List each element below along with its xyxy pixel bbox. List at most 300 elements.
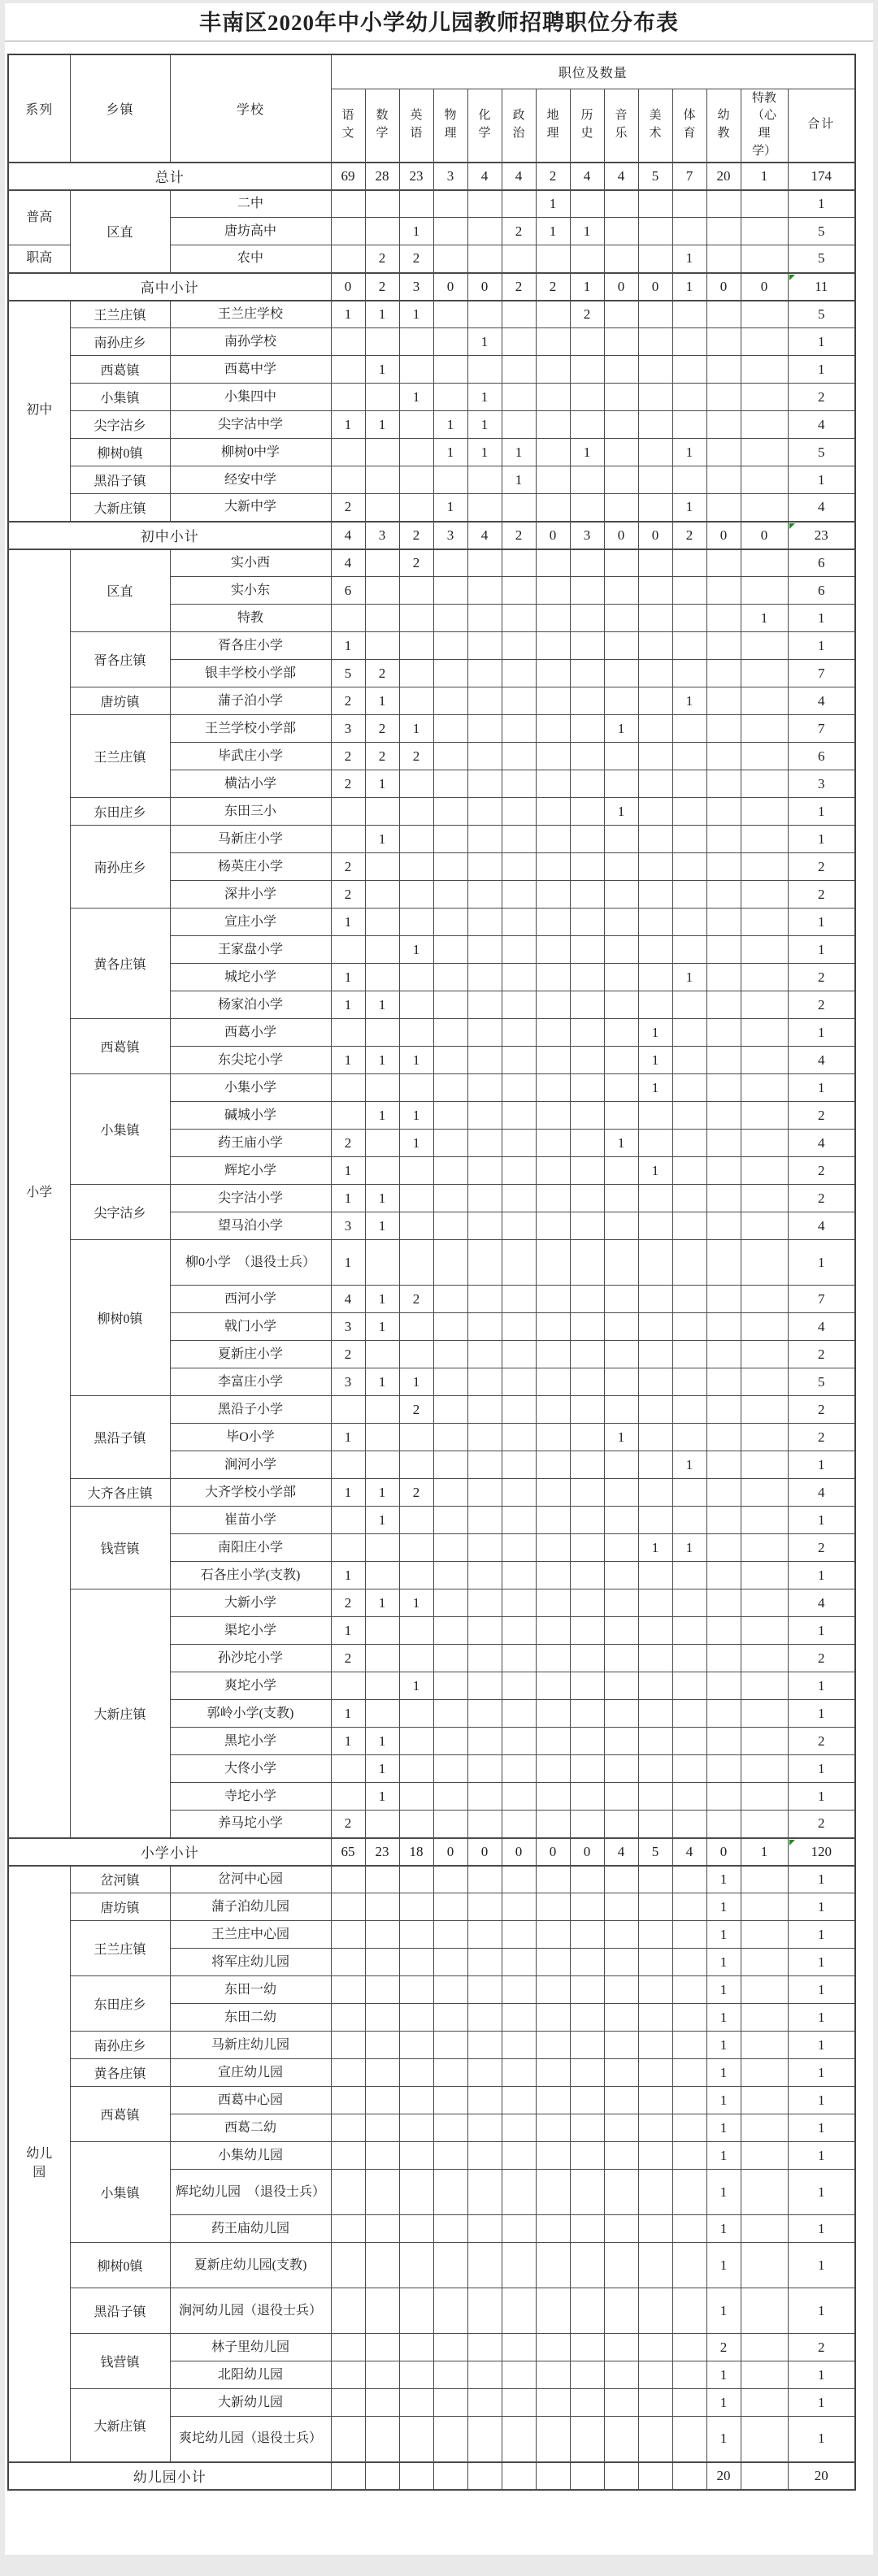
subject-count-cell bbox=[331, 1451, 365, 1479]
subject-count-cell bbox=[570, 687, 604, 715]
town-cell: 黑沿子镇 bbox=[70, 2288, 170, 2334]
subject-count-cell bbox=[604, 466, 638, 494]
subject-count-cell bbox=[331, 1019, 365, 1047]
row-total-cell: 1 bbox=[788, 936, 855, 964]
subject-count-cell bbox=[706, 1672, 741, 1700]
subject-count-cell bbox=[604, 1185, 638, 1212]
subject-count-cell bbox=[502, 798, 536, 826]
subject-count-cell bbox=[706, 1728, 741, 1755]
subject-count-cell bbox=[706, 1617, 741, 1645]
subject-count-cell bbox=[604, 1700, 638, 1728]
subject-count-cell bbox=[570, 826, 604, 853]
subject-count-cell bbox=[399, 2059, 433, 2087]
table-row bbox=[8, 2389, 855, 2417]
col-header-subject: 英语 bbox=[399, 89, 433, 163]
subject-count-cell bbox=[331, 2004, 365, 2032]
subject-count-cell bbox=[502, 1783, 536, 1811]
subject-count-cell bbox=[536, 1589, 570, 1617]
subject-count-cell bbox=[399, 1562, 433, 1589]
subject-count-cell: 1 bbox=[536, 190, 570, 218]
subject-count-cell bbox=[365, 2170, 399, 2215]
row-total-cell: 174 bbox=[788, 163, 855, 190]
subject-count-cell: 2 bbox=[331, 1645, 365, 1672]
subject-count-cell bbox=[467, 1212, 502, 1240]
subject-count-cell bbox=[604, 2462, 638, 2490]
subject-count-cell bbox=[706, 1074, 741, 1102]
subject-count-cell bbox=[706, 1240, 741, 1286]
subject-count-cell: 65 bbox=[331, 1838, 365, 1866]
subject-count-cell bbox=[570, 1286, 604, 1313]
subject-count-cell bbox=[467, 549, 502, 577]
subject-count-cell: 1 bbox=[502, 439, 536, 466]
subject-count-cell bbox=[672, 1341, 706, 1368]
subject-count-cell bbox=[365, 1645, 399, 1672]
subject-count-cell bbox=[706, 1811, 741, 1838]
row-total-cell: 1 bbox=[788, 190, 855, 218]
subject-count-cell bbox=[741, 2032, 788, 2059]
subject-count-cell bbox=[433, 1368, 467, 1396]
subject-count-cell bbox=[604, 356, 638, 384]
subject-count-cell bbox=[467, 770, 502, 798]
school-cell: 郭岭小学(支教) bbox=[170, 1700, 331, 1728]
subject-count-cell bbox=[672, 2417, 706, 2462]
row-total-cell: 2 bbox=[788, 1157, 855, 1185]
school-cell: 柳0小学 （退役士兵） bbox=[170, 1240, 331, 1286]
school-cell: 蒲子泊幼儿园 bbox=[170, 1893, 331, 1921]
subject-count-cell bbox=[365, 1976, 399, 2004]
subject-count-cell bbox=[638, 1368, 672, 1396]
row-total-cell: 5 bbox=[788, 301, 855, 328]
subject-count-cell bbox=[672, 1157, 706, 1185]
subject-count-cell: 0 bbox=[638, 273, 672, 301]
subject-count-cell bbox=[365, 2361, 399, 2389]
subject-count-cell bbox=[741, 411, 788, 439]
subject-count-cell bbox=[638, 853, 672, 881]
subject-count-cell bbox=[365, 1949, 399, 1976]
subject-count-cell bbox=[672, 1755, 706, 1783]
subject-count-cell bbox=[604, 1047, 638, 1074]
subject-count-cell: 1 bbox=[604, 1130, 638, 1157]
subject-count-cell: 2 bbox=[502, 273, 536, 301]
subject-count-cell bbox=[570, 384, 604, 411]
subject-count-cell bbox=[706, 1645, 741, 1672]
subject-count-cell bbox=[638, 190, 672, 218]
subject-count-cell bbox=[365, 1893, 399, 1921]
subject-count-cell: 2 bbox=[536, 163, 570, 190]
subject-count-cell bbox=[433, 549, 467, 577]
town-cell: 王兰庄镇 bbox=[70, 1921, 170, 1976]
subject-count-cell bbox=[502, 384, 536, 411]
subject-count-cell bbox=[502, 2417, 536, 2462]
subject-count-cell bbox=[672, 1102, 706, 1130]
town-cell: 黄各庄镇 bbox=[70, 2059, 170, 2087]
subject-count-cell bbox=[706, 632, 741, 660]
subject-count-cell bbox=[741, 2142, 788, 2170]
subject-count-cell bbox=[331, 2389, 365, 2417]
subject-count-cell bbox=[536, 881, 570, 909]
subject-count-cell bbox=[502, 1313, 536, 1341]
subject-count-cell bbox=[604, 909, 638, 936]
school-cell: 实小东 bbox=[170, 577, 331, 605]
subject-count-cell: 2 bbox=[331, 494, 365, 522]
subject-count-cell bbox=[536, 936, 570, 964]
subject-count-cell: 1 bbox=[365, 1755, 399, 1783]
subject-count-cell bbox=[502, 715, 536, 743]
subject-count-cell bbox=[467, 1921, 502, 1949]
subject-count-cell bbox=[672, 1396, 706, 1424]
row-total-cell: 5 bbox=[788, 439, 855, 466]
subject-count-cell bbox=[741, 301, 788, 328]
subject-count-cell bbox=[570, 411, 604, 439]
row-total-cell: 1 bbox=[788, 1672, 855, 1700]
row-total-cell: 1 bbox=[788, 1866, 855, 1893]
subject-count-cell bbox=[570, 1728, 604, 1755]
subject-count-cell bbox=[706, 936, 741, 964]
subject-count-cell bbox=[467, 577, 502, 605]
subject-count-cell bbox=[365, 2059, 399, 2087]
row-total-cell: 7 bbox=[788, 660, 855, 687]
subject-count-cell bbox=[399, 1976, 433, 2004]
subject-count-cell bbox=[638, 1507, 672, 1534]
subject-count-cell bbox=[638, 218, 672, 245]
school-cell: 辉坨幼儿园 （退役士兵） bbox=[170, 2170, 331, 2215]
town-cell: 柳树0镇 bbox=[70, 2243, 170, 2288]
subject-count-cell bbox=[536, 1368, 570, 1396]
subject-count-cell: 1 bbox=[672, 1451, 706, 1479]
subject-count-cell bbox=[467, 2334, 502, 2361]
subject-count-cell: 0 bbox=[467, 273, 502, 301]
subject-count-cell bbox=[536, 1700, 570, 1728]
school-cell: 黑坨小学 bbox=[170, 1728, 331, 1755]
row-total-cell: 1 bbox=[788, 2142, 855, 2170]
subject-count-cell bbox=[433, 2170, 467, 2215]
subject-count-cell bbox=[706, 605, 741, 632]
subject-count-cell bbox=[365, 1617, 399, 1645]
subject-count-cell bbox=[331, 1396, 365, 1424]
subject-count-cell bbox=[570, 1811, 604, 1838]
table-row bbox=[8, 1185, 855, 1212]
subject-count-cell bbox=[604, 218, 638, 245]
subject-count-cell bbox=[502, 881, 536, 909]
subject-count-cell: 1 bbox=[706, 2059, 741, 2087]
school-cell: 毕武庄小学 bbox=[170, 743, 331, 770]
subject-count-cell: 3 bbox=[331, 1212, 365, 1240]
row-total-cell: 1 bbox=[788, 1617, 855, 1645]
school-cell: 毕O小学 bbox=[170, 1424, 331, 1451]
subject-count-cell: 0 bbox=[331, 273, 365, 301]
subject-count-cell bbox=[604, 301, 638, 328]
subject-count-cell bbox=[365, 964, 399, 991]
row-total-cell: 2 bbox=[788, 881, 855, 909]
subject-count-cell bbox=[502, 2288, 536, 2334]
school-cell: 宣庄小学 bbox=[170, 909, 331, 936]
subject-count-cell bbox=[399, 356, 433, 384]
subject-count-cell bbox=[672, 1479, 706, 1507]
subject-count-cell bbox=[741, 1212, 788, 1240]
subject-count-cell: 1 bbox=[331, 632, 365, 660]
subject-count-cell bbox=[399, 1921, 433, 1949]
subject-count-cell bbox=[399, 909, 433, 936]
subject-count-cell bbox=[706, 466, 741, 494]
subject-count-cell bbox=[570, 770, 604, 798]
subject-count-cell bbox=[672, 2032, 706, 2059]
subject-count-cell bbox=[433, 1047, 467, 1074]
subject-count-cell bbox=[365, 632, 399, 660]
subject-count-cell bbox=[331, 2114, 365, 2142]
subject-count-cell bbox=[570, 964, 604, 991]
subject-count-cell bbox=[570, 2215, 604, 2243]
subject-count-cell bbox=[433, 853, 467, 881]
subject-count-cell: 1 bbox=[706, 2004, 741, 2032]
subject-count-cell bbox=[672, 1672, 706, 1700]
subject-count-cell bbox=[536, 1212, 570, 1240]
subject-count-cell bbox=[570, 1949, 604, 1976]
subject-count-cell bbox=[638, 1921, 672, 1949]
subject-count-cell bbox=[536, 991, 570, 1019]
subject-count-cell: 1 bbox=[365, 1728, 399, 1755]
subject-count-cell bbox=[365, 2114, 399, 2142]
row-total-cell: 4 bbox=[788, 1589, 855, 1617]
subject-count-cell: 1 bbox=[365, 1507, 399, 1534]
subject-count-cell: 4 bbox=[467, 163, 502, 190]
subject-count-cell bbox=[536, 1074, 570, 1102]
subject-count-cell: 1 bbox=[706, 2087, 741, 2114]
subject-count-cell bbox=[672, 1019, 706, 1047]
subject-count-cell: 1 bbox=[706, 2032, 741, 2059]
subject-count-cell bbox=[604, 660, 638, 687]
subject-count-cell bbox=[536, 1645, 570, 1672]
town-cell: 唐坊镇 bbox=[70, 687, 170, 715]
subject-count-cell: 0 bbox=[433, 1838, 467, 1866]
subject-count-cell bbox=[638, 770, 672, 798]
row-total-cell: 2 bbox=[788, 1728, 855, 1755]
subject-count-cell bbox=[638, 964, 672, 991]
row-total-cell: 5 bbox=[788, 245, 855, 273]
subject-count-cell bbox=[570, 1240, 604, 1286]
subject-count-cell bbox=[638, 328, 672, 356]
subject-count-cell bbox=[365, 605, 399, 632]
subject-count-cell bbox=[638, 1617, 672, 1645]
subject-count-cell: 2 bbox=[399, 743, 433, 770]
subject-count-cell bbox=[467, 494, 502, 522]
subject-count-cell bbox=[741, 2114, 788, 2142]
subject-count-cell: 23 bbox=[365, 1838, 399, 1866]
subject-count-cell: 1 bbox=[365, 991, 399, 1019]
school-cell: 东尖坨小学 bbox=[170, 1047, 331, 1074]
subject-count-cell bbox=[536, 2361, 570, 2389]
subject-count-cell bbox=[741, 1157, 788, 1185]
subject-count-cell bbox=[331, 2032, 365, 2059]
subject-count-cell bbox=[331, 1102, 365, 1130]
subject-count-cell bbox=[399, 1534, 433, 1562]
row-total-cell: 1 bbox=[788, 2059, 855, 2087]
subject-count-cell bbox=[433, 328, 467, 356]
subject-count-cell bbox=[604, 384, 638, 411]
subject-count-cell bbox=[399, 1645, 433, 1672]
subject-count-cell bbox=[706, 964, 741, 991]
subject-count-cell: 1 bbox=[672, 439, 706, 466]
subject-count-cell bbox=[467, 1185, 502, 1212]
subject-count-cell bbox=[706, 1185, 741, 1212]
subject-count-cell: 1 bbox=[365, 411, 399, 439]
subject-count-cell bbox=[365, 909, 399, 936]
town-cell: 王兰庄镇 bbox=[70, 715, 170, 798]
subject-count-cell bbox=[399, 328, 433, 356]
subject-count-cell bbox=[570, 2114, 604, 2142]
subject-count-cell bbox=[706, 1534, 741, 1562]
subject-count-cell bbox=[570, 245, 604, 273]
subject-count-cell bbox=[570, 1507, 604, 1534]
table-row bbox=[8, 798, 855, 826]
subject-count-cell bbox=[399, 1783, 433, 1811]
subject-count-cell: 69 bbox=[331, 163, 365, 190]
subject-count-cell bbox=[706, 1341, 741, 1368]
subject-count-cell bbox=[467, 1341, 502, 1368]
subject-count-cell bbox=[502, 1074, 536, 1102]
subject-count-cell: 4 bbox=[502, 163, 536, 190]
row-total-cell: 4 bbox=[788, 687, 855, 715]
table-row bbox=[8, 1589, 855, 1617]
subject-count-cell bbox=[604, 1866, 638, 1893]
subject-count-cell bbox=[467, 245, 502, 273]
subject-count-cell bbox=[741, 439, 788, 466]
subject-count-cell bbox=[570, 2288, 604, 2334]
subject-count-cell: 1 bbox=[399, 1102, 433, 1130]
subject-count-cell bbox=[672, 2170, 706, 2215]
subject-count-cell bbox=[399, 2462, 433, 2490]
subject-count-cell bbox=[467, 1728, 502, 1755]
row-total-cell: 1 bbox=[788, 328, 855, 356]
subject-count-cell: 20 bbox=[706, 163, 741, 190]
school-cell: 柳树0中学 bbox=[170, 439, 331, 466]
subject-count-cell bbox=[741, 1866, 788, 1893]
subject-count-cell bbox=[741, 577, 788, 605]
subject-count-cell bbox=[741, 1755, 788, 1783]
subject-count-cell bbox=[638, 826, 672, 853]
school-cell: 王兰学校小学部 bbox=[170, 715, 331, 743]
subject-count-cell bbox=[502, 2334, 536, 2361]
subject-count-cell bbox=[741, 964, 788, 991]
subject-count-cell bbox=[604, 1212, 638, 1240]
subject-count-cell bbox=[331, 328, 365, 356]
subject-count-cell bbox=[467, 2243, 502, 2288]
subject-count-cell bbox=[433, 909, 467, 936]
subject-count-cell bbox=[433, 2243, 467, 2288]
subject-count-cell bbox=[365, 1130, 399, 1157]
subject-count-cell bbox=[706, 356, 741, 384]
subject-count-cell bbox=[433, 2288, 467, 2334]
subject-count-cell bbox=[741, 1700, 788, 1728]
town-cell: 区直 bbox=[70, 190, 170, 273]
row-total-cell: 1 bbox=[788, 2243, 855, 2288]
town-cell: 东田庄乡 bbox=[70, 1976, 170, 2032]
table-row bbox=[8, 2334, 855, 2361]
subject-count-cell: 0 bbox=[706, 273, 741, 301]
school-cell: 二中 bbox=[170, 190, 331, 218]
subject-count-cell bbox=[399, 2334, 433, 2361]
subject-count-cell bbox=[536, 853, 570, 881]
table-row bbox=[8, 384, 855, 411]
subject-count-cell: 1 bbox=[365, 1286, 399, 1313]
subject-count-cell: 1 bbox=[570, 273, 604, 301]
subject-count-cell: 2 bbox=[365, 273, 399, 301]
subject-count-cell bbox=[741, 356, 788, 384]
subject-count-cell bbox=[502, 1212, 536, 1240]
subject-count-cell bbox=[536, 1811, 570, 1838]
table-row bbox=[8, 439, 855, 466]
subject-count-cell bbox=[399, 1157, 433, 1185]
subject-count-cell bbox=[604, 1102, 638, 1130]
school-cell: 王兰庄学校 bbox=[170, 301, 331, 328]
row-total-cell: 5 bbox=[788, 1368, 855, 1396]
subject-count-cell bbox=[467, 1074, 502, 1102]
subject-count-cell bbox=[433, 743, 467, 770]
subject-count-cell bbox=[502, 1755, 536, 1783]
row-total-cell: 2 bbox=[788, 1534, 855, 1562]
school-cell: 爽坨小学 bbox=[170, 1672, 331, 1700]
subject-count-cell bbox=[399, 2361, 433, 2389]
subject-count-cell bbox=[570, 1755, 604, 1783]
subject-count-cell bbox=[741, 2417, 788, 2462]
subject-count-cell bbox=[638, 1102, 672, 1130]
subject-count-cell bbox=[638, 1562, 672, 1589]
subject-count-cell bbox=[399, 494, 433, 522]
subject-count-cell: 1 bbox=[365, 687, 399, 715]
town-cell: 小集镇 bbox=[70, 1074, 170, 1185]
subject-count-cell bbox=[604, 1562, 638, 1589]
school-cell: 碱城小学 bbox=[170, 1102, 331, 1130]
subject-count-cell bbox=[331, 2087, 365, 2114]
subject-count-cell bbox=[536, 2389, 570, 2417]
subject-count-cell bbox=[672, 1866, 706, 1893]
subject-count-cell bbox=[467, 660, 502, 687]
subject-count-cell: 2 bbox=[365, 660, 399, 687]
subject-count-cell bbox=[502, 411, 536, 439]
school-cell: 尖字沽中学 bbox=[170, 411, 331, 439]
row-total-cell: 2 bbox=[788, 1102, 855, 1130]
school-cell: 经安中学 bbox=[170, 466, 331, 494]
subject-count-cell bbox=[604, 2243, 638, 2288]
subject-count-cell bbox=[706, 909, 741, 936]
subject-count-cell bbox=[536, 2215, 570, 2243]
subject-count-cell: 1 bbox=[331, 1700, 365, 1728]
subject-count-cell bbox=[536, 1783, 570, 1811]
subject-count-cell bbox=[467, 1240, 502, 1286]
subject-count-cell bbox=[467, 2215, 502, 2243]
table-row bbox=[8, 1019, 855, 1047]
subject-count-cell bbox=[502, 2361, 536, 2389]
school-cell: 大新中学 bbox=[170, 494, 331, 522]
table-row bbox=[8, 1921, 855, 1949]
table-row bbox=[8, 190, 855, 218]
subject-count-cell bbox=[604, 2170, 638, 2215]
subject-count-cell bbox=[399, 770, 433, 798]
subject-count-cell bbox=[570, 605, 604, 632]
subject-count-cell bbox=[399, 2004, 433, 2032]
subject-count-cell bbox=[433, 2361, 467, 2389]
school-cell: 北阳幼儿园 bbox=[170, 2361, 331, 2389]
subject-count-cell bbox=[570, 2142, 604, 2170]
page-title: 丰南区2020年中小学幼儿园教师招聘职位分布表 bbox=[5, 5, 873, 41]
subject-count-cell bbox=[638, 743, 672, 770]
town-cell: 柳树0镇 bbox=[70, 439, 170, 466]
subject-count-cell bbox=[365, 1451, 399, 1479]
subject-count-cell: 2 bbox=[331, 1130, 365, 1157]
subject-count-cell bbox=[706, 1700, 741, 1728]
school-cell: 东田一幼 bbox=[170, 1976, 331, 2004]
subject-count-cell bbox=[706, 826, 741, 853]
town-cell: 岔河镇 bbox=[70, 1866, 170, 1893]
